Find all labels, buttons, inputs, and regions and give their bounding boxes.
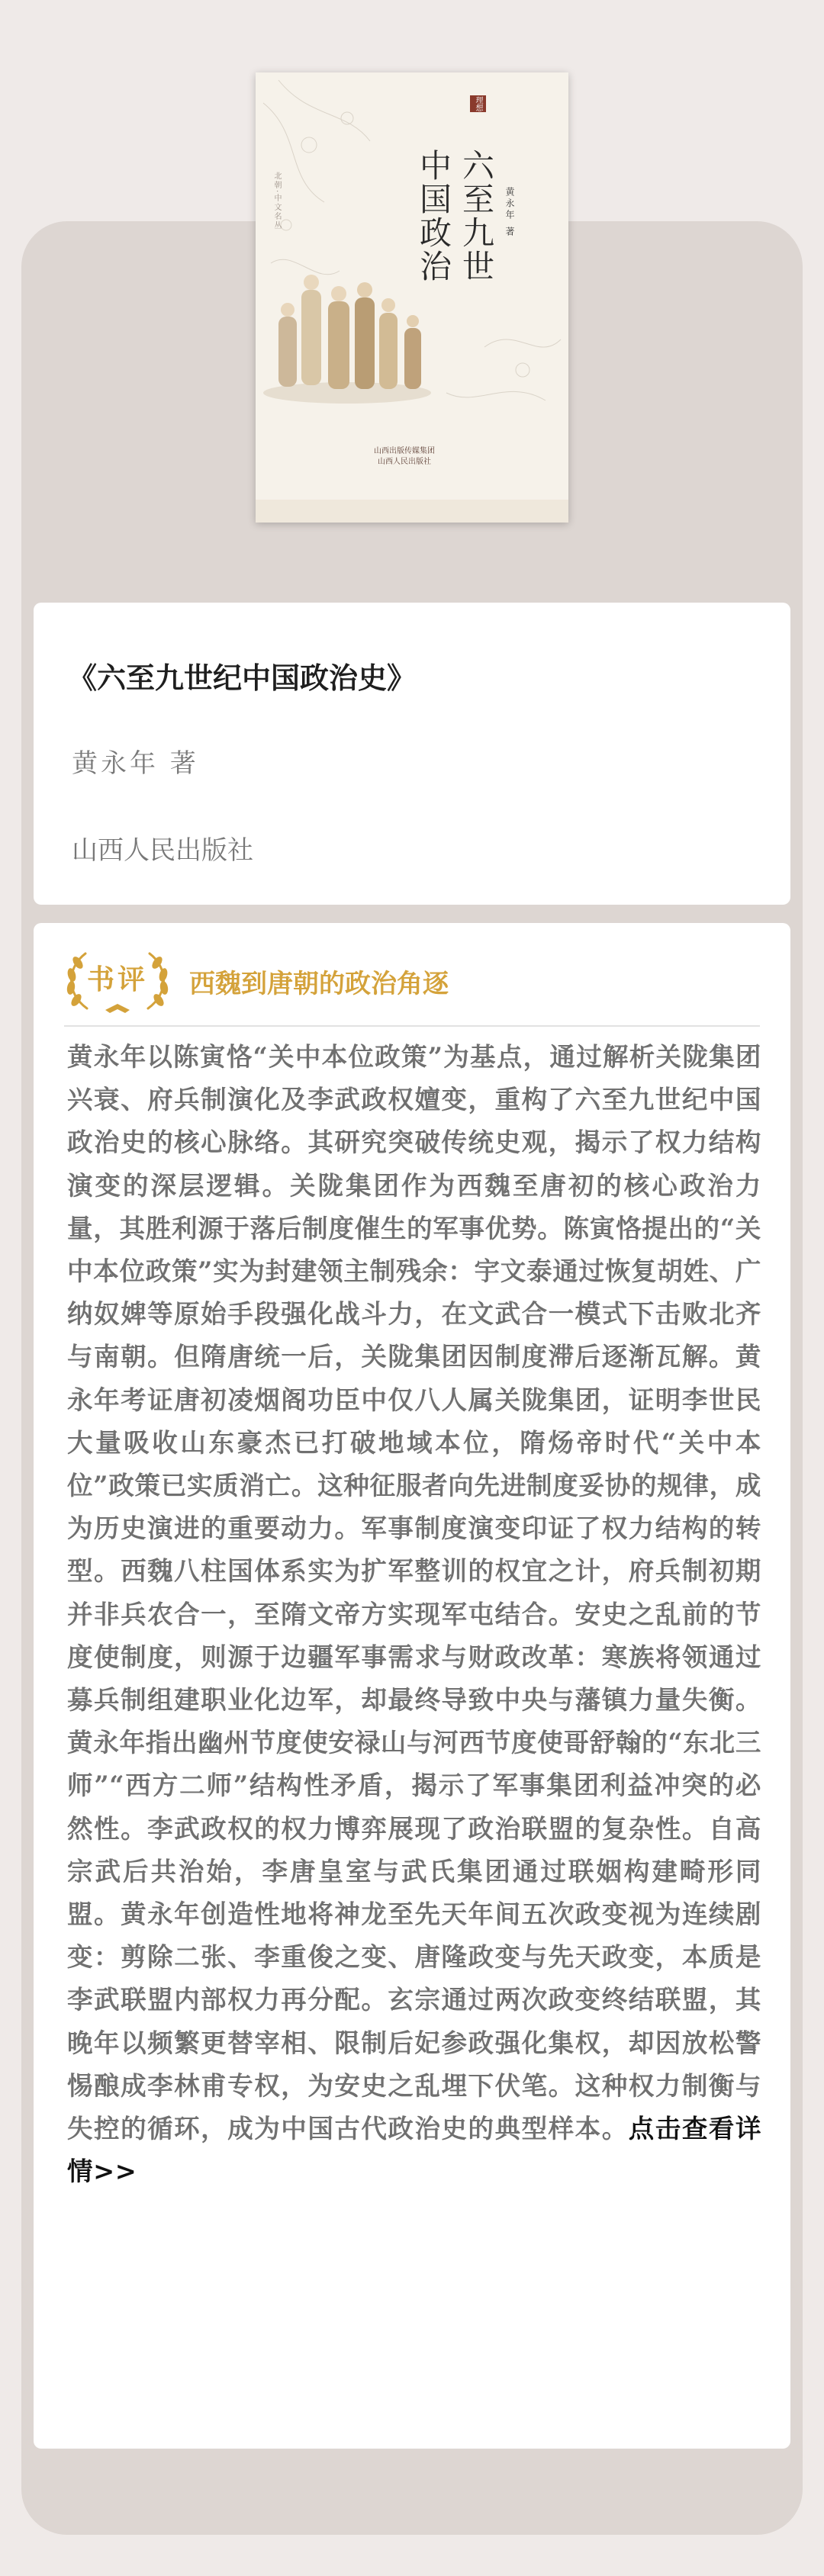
cover-title <box>416 149 494 283</box>
book-info-card <box>34 603 790 905</box>
review-badge <box>56 946 179 1016</box>
review-heading: 西魏到唐朝的政治角逐 <box>189 968 449 999</box>
cover-tag: 理想 <box>470 95 486 112</box>
review-text: 黄永年以陈寅恪“关中本位政策”为基点，通过解析关陇集团兴衰、府兵制演化及李武政权嬗变，重构了六至九世纪中国政治史的核心脉络。其研究突破传统史观，揭示了权力结构演变的深层逻辑。关陇集团作为西魏至唐初的核心政治力量，其胜利源于落后制度催生的军事优势。陈寅恪提出的“关中本位政策”实为封建领主制残余：宇文泰通过恢复胡姓、广纳奴婢等原始手段强化战斗力，在文武合一模式下击败北齐与南朝。但隋唐统一后，关陇集团因制度滞后逐渐瓦解。黄永年考证唐初凌烟阁功臣中仅八人属关陇集团，证明李世民大量吸收山东豪杰已打破地域本位，隋炀帝时代“关中本位”政策已实质消亡。这种征服者向先进制度妥协的规律，成为历史演进的重要动力。军事制度演变印证了权力结构的转型。西魏八柱国体系实为扩军整训的权宜之计，府兵制初期并非兵农合一，至隋文帝方实现军屯结合。安史之乱前的节度使制度，则源于边疆军事需求与财政改革：寒族将领通过募兵制组建职业化边军，却最终导致中央与藩镇力量失衡。黄永年指出幽州节度使安禄山与河西节度使哥舒翰的“东北三师”“西方二师”结构性矛盾，揭示了军事集团利益冲突的必然性。李武政权的权力博弈展现了政治联盟的复杂性。自高宗武后共治始，李唐皇室与武氏集团通过联姻构建畸形同盟。黄永年创造性地将神龙至先天年间五次政变视为连续剧变：剪除二张、李重俊之变、唐隆政变与先天政变，本质是李武联盟内部权力再分配。玄宗通过两次政变终结联盟，其晚年以频繁更替宰相、限制后妃参政强化集权，却因放松警惕酿成李林甫专权，为安史之乱埋下伏笔。这种权力制衡与失控的循环，成为中国古代政治史的典型样本。 <box>67 1042 761 2144</box>
review-header <box>56 946 449 1016</box>
book-title: 《六至九世纪中国政治史》 <box>68 661 417 695</box>
book-author: 黄永年 著 <box>72 748 199 779</box>
review-card <box>34 923 790 2449</box>
cover-series: 北朝·中文名丛 <box>272 172 281 231</box>
cover-title-col-2: 中国政治 <box>415 149 452 283</box>
book-publisher: 山西人民出版社 <box>72 835 253 866</box>
review-badge-label: 书评 <box>86 964 148 995</box>
cover-author: 黄永年 著 <box>504 187 515 238</box>
cover-title-col-1: 六至九世 <box>458 149 495 283</box>
divider <box>64 1025 760 1027</box>
book-cover-image[interactable] <box>256 72 568 523</box>
view-details-link[interactable]: 点击查看详情>> <box>67 2114 761 2187</box>
cover-publisher-line1: 山西出版传媒集团 <box>374 447 435 455</box>
cover-publisher-line2: 山西人民出版社 <box>378 458 431 466</box>
cover-publisher <box>374 446 435 468</box>
review-body <box>67 1036 761 2193</box>
